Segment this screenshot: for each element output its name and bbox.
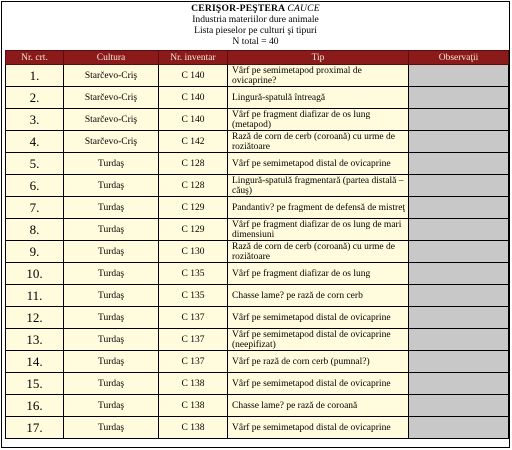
table-row — [6, 175, 509, 197]
cell-nr: 2. — [6, 87, 64, 109]
table-row — [6, 109, 509, 131]
cell-observatii — [409, 329, 509, 351]
cell-nr: 16. — [6, 395, 64, 417]
cell-cultura: Turdaş — [64, 197, 159, 219]
cell-observatii — [409, 65, 509, 87]
table-row — [6, 373, 509, 395]
document-header — [2, 2, 509, 47]
document-page — [1, 1, 510, 448]
cell-tip: Vârf pe fragment diafizar de os lung — [228, 263, 409, 285]
subtitle-industry: Industria materiilor dure animale — [192, 14, 319, 25]
cell-inventar: C 138 — [159, 417, 228, 439]
cell-nr: 8. — [6, 219, 64, 241]
cell-inventar: C 135 — [159, 285, 228, 307]
cell-cultura: Starčevo-Criş — [64, 87, 159, 109]
cell-cultura: Starčevo-Criş — [64, 131, 159, 153]
cell-cultura: Turdaş — [64, 417, 159, 439]
cell-nr: 5. — [6, 153, 64, 175]
cell-tip: Vârf pe semimetapod distal de ovicaprine — [228, 307, 409, 329]
cell-nr: 10. — [6, 263, 64, 285]
cell-observatii — [409, 395, 509, 417]
cell-inventar: C 137 — [159, 351, 228, 373]
cell-nr: 6. — [6, 175, 64, 197]
cell-cultura: Turdaş — [64, 241, 159, 263]
cell-observatii — [409, 417, 509, 439]
subtitle-list: Lista pieselor pe culturi şi tipuri — [194, 25, 317, 36]
cell-nr: 14. — [6, 351, 64, 373]
cell-nr: 3. — [6, 109, 64, 131]
cell-tip: Vârf pe fragment diafizar de os lung (metapod) — [228, 109, 409, 131]
cell-inventar: C 140 — [159, 65, 228, 87]
cell-cultura: Starčevo-Criş — [64, 65, 159, 87]
cell-nr: 15. — [6, 373, 64, 395]
cell-tip: Vârf pe fragment diafizar de os lung de mari dimensiuni — [228, 219, 409, 241]
table-row — [6, 241, 509, 263]
cell-inventar: C 137 — [159, 329, 228, 351]
cell-nr: 7. — [6, 197, 64, 219]
cell-tip: Vârf pe rază de corn cerb (pumnal?) — [228, 351, 409, 373]
cell-inventar: C 138 — [159, 395, 228, 417]
cell-nr: 1. — [6, 65, 64, 87]
cell-observatii — [409, 351, 509, 373]
column-header-tip: Tip — [228, 51, 409, 65]
cell-inventar: C 142 — [159, 131, 228, 153]
cell-observatii — [409, 307, 509, 329]
cell-cultura: Starčevo-Criş — [64, 109, 159, 131]
table-body — [6, 65, 509, 439]
cell-inventar: C 138 — [159, 373, 228, 395]
cell-cultura: Turdaş — [64, 373, 159, 395]
cell-inventar: C 130 — [159, 241, 228, 263]
cell-inventar: C 137 — [159, 307, 228, 329]
table-row — [6, 65, 509, 87]
table-row — [6, 307, 509, 329]
table-row — [6, 285, 509, 307]
column-header-cultura: Cultura — [64, 51, 159, 65]
cell-tip: Chasse lame? pe rază de coroană — [228, 395, 409, 417]
cell-inventar: C 128 — [159, 153, 228, 175]
cell-cultura: Turdaş — [64, 307, 159, 329]
cell-observatii — [409, 263, 509, 285]
column-header-nr: Nr. crt. — [6, 51, 64, 65]
site-title — [2, 3, 509, 14]
site-title-italic: CAUCE — [287, 3, 320, 14]
cell-tip: Vârf pe semimetapod distal de ovicaprine (neepifizat) — [228, 329, 409, 351]
cell-observatii — [409, 219, 509, 241]
cell-tip: Lingură-spatulă întreagă — [228, 87, 409, 109]
site-title-main: CERIŞOR-PEŞTERA — [191, 3, 285, 14]
cell-tip: Rază de corn de cerb (coroană) cu urme de roziătoare — [228, 241, 409, 263]
cell-inventar: C 128 — [159, 175, 228, 197]
cell-tip: Pandantiv? pe fragment de defensă de mistreţ — [228, 197, 409, 219]
cell-cultura: Turdaş — [64, 219, 159, 241]
cell-inventar: C 140 — [159, 87, 228, 109]
cell-cultura: Turdaş — [64, 153, 159, 175]
cell-tip: Chasse lame? pe rază de corn cerb — [228, 285, 409, 307]
cell-cultura: Turdaş — [64, 263, 159, 285]
cell-cultura: Turdaş — [64, 285, 159, 307]
cell-observatii — [409, 285, 509, 307]
cell-nr: 4. — [6, 131, 64, 153]
cell-tip: Vârf pe semimetapod proximal de ovicaprine? — [228, 65, 409, 87]
cell-inventar: C 129 — [159, 197, 228, 219]
cell-tip: Rază de corn de cerb (coroană) cu urme de roziătoare — [228, 131, 409, 153]
table-row — [6, 351, 509, 373]
table-row — [6, 263, 509, 285]
table-row — [6, 219, 509, 241]
cell-cultura: Turdaş — [64, 351, 159, 373]
cell-nr: 13. — [6, 329, 64, 351]
table-row — [6, 329, 509, 351]
cell-observatii — [409, 373, 509, 395]
cell-tip: Vârf pe semimetapod distal de ovicaprine — [228, 153, 409, 175]
table-row — [6, 417, 509, 439]
cell-observatii — [409, 131, 509, 153]
cell-observatii — [409, 87, 509, 109]
cell-observatii — [409, 175, 509, 197]
cell-cultura: Turdaş — [64, 395, 159, 417]
cell-nr: 11. — [6, 285, 64, 307]
cell-cultura: Turdaş — [64, 175, 159, 197]
pieces-table — [5, 50, 509, 439]
cell-inventar: C 129 — [159, 219, 228, 241]
table-row — [6, 395, 509, 417]
table-row — [6, 131, 509, 153]
total-count: N total = 40 — [232, 36, 279, 47]
cell-nr: 17. — [6, 417, 64, 439]
cell-observatii — [409, 241, 509, 263]
cell-nr: 12. — [6, 307, 64, 329]
cell-tip: Vârf pe semimetapod distal de ovicaprine — [228, 417, 409, 439]
cell-tip: Lingură-spatulă fragmentară (partea distală – căuş) — [228, 175, 409, 197]
column-header-observatii: Observaţii — [409, 51, 509, 65]
cell-inventar: C 140 — [159, 109, 228, 131]
cell-observatii — [409, 197, 509, 219]
cell-nr: 9. — [6, 241, 64, 263]
column-header-inventar: Nr. inventar — [159, 51, 228, 65]
table-header-row — [6, 51, 509, 65]
cell-observatii — [409, 153, 509, 175]
cell-inventar: C 135 — [159, 263, 228, 285]
cell-tip: Vârf pe semimetapod distal de ovicaprine — [228, 373, 409, 395]
table-row — [6, 87, 509, 109]
table-row — [6, 153, 509, 175]
cell-cultura: Turdaş — [64, 329, 159, 351]
table-row — [6, 197, 509, 219]
cell-observatii — [409, 109, 509, 131]
